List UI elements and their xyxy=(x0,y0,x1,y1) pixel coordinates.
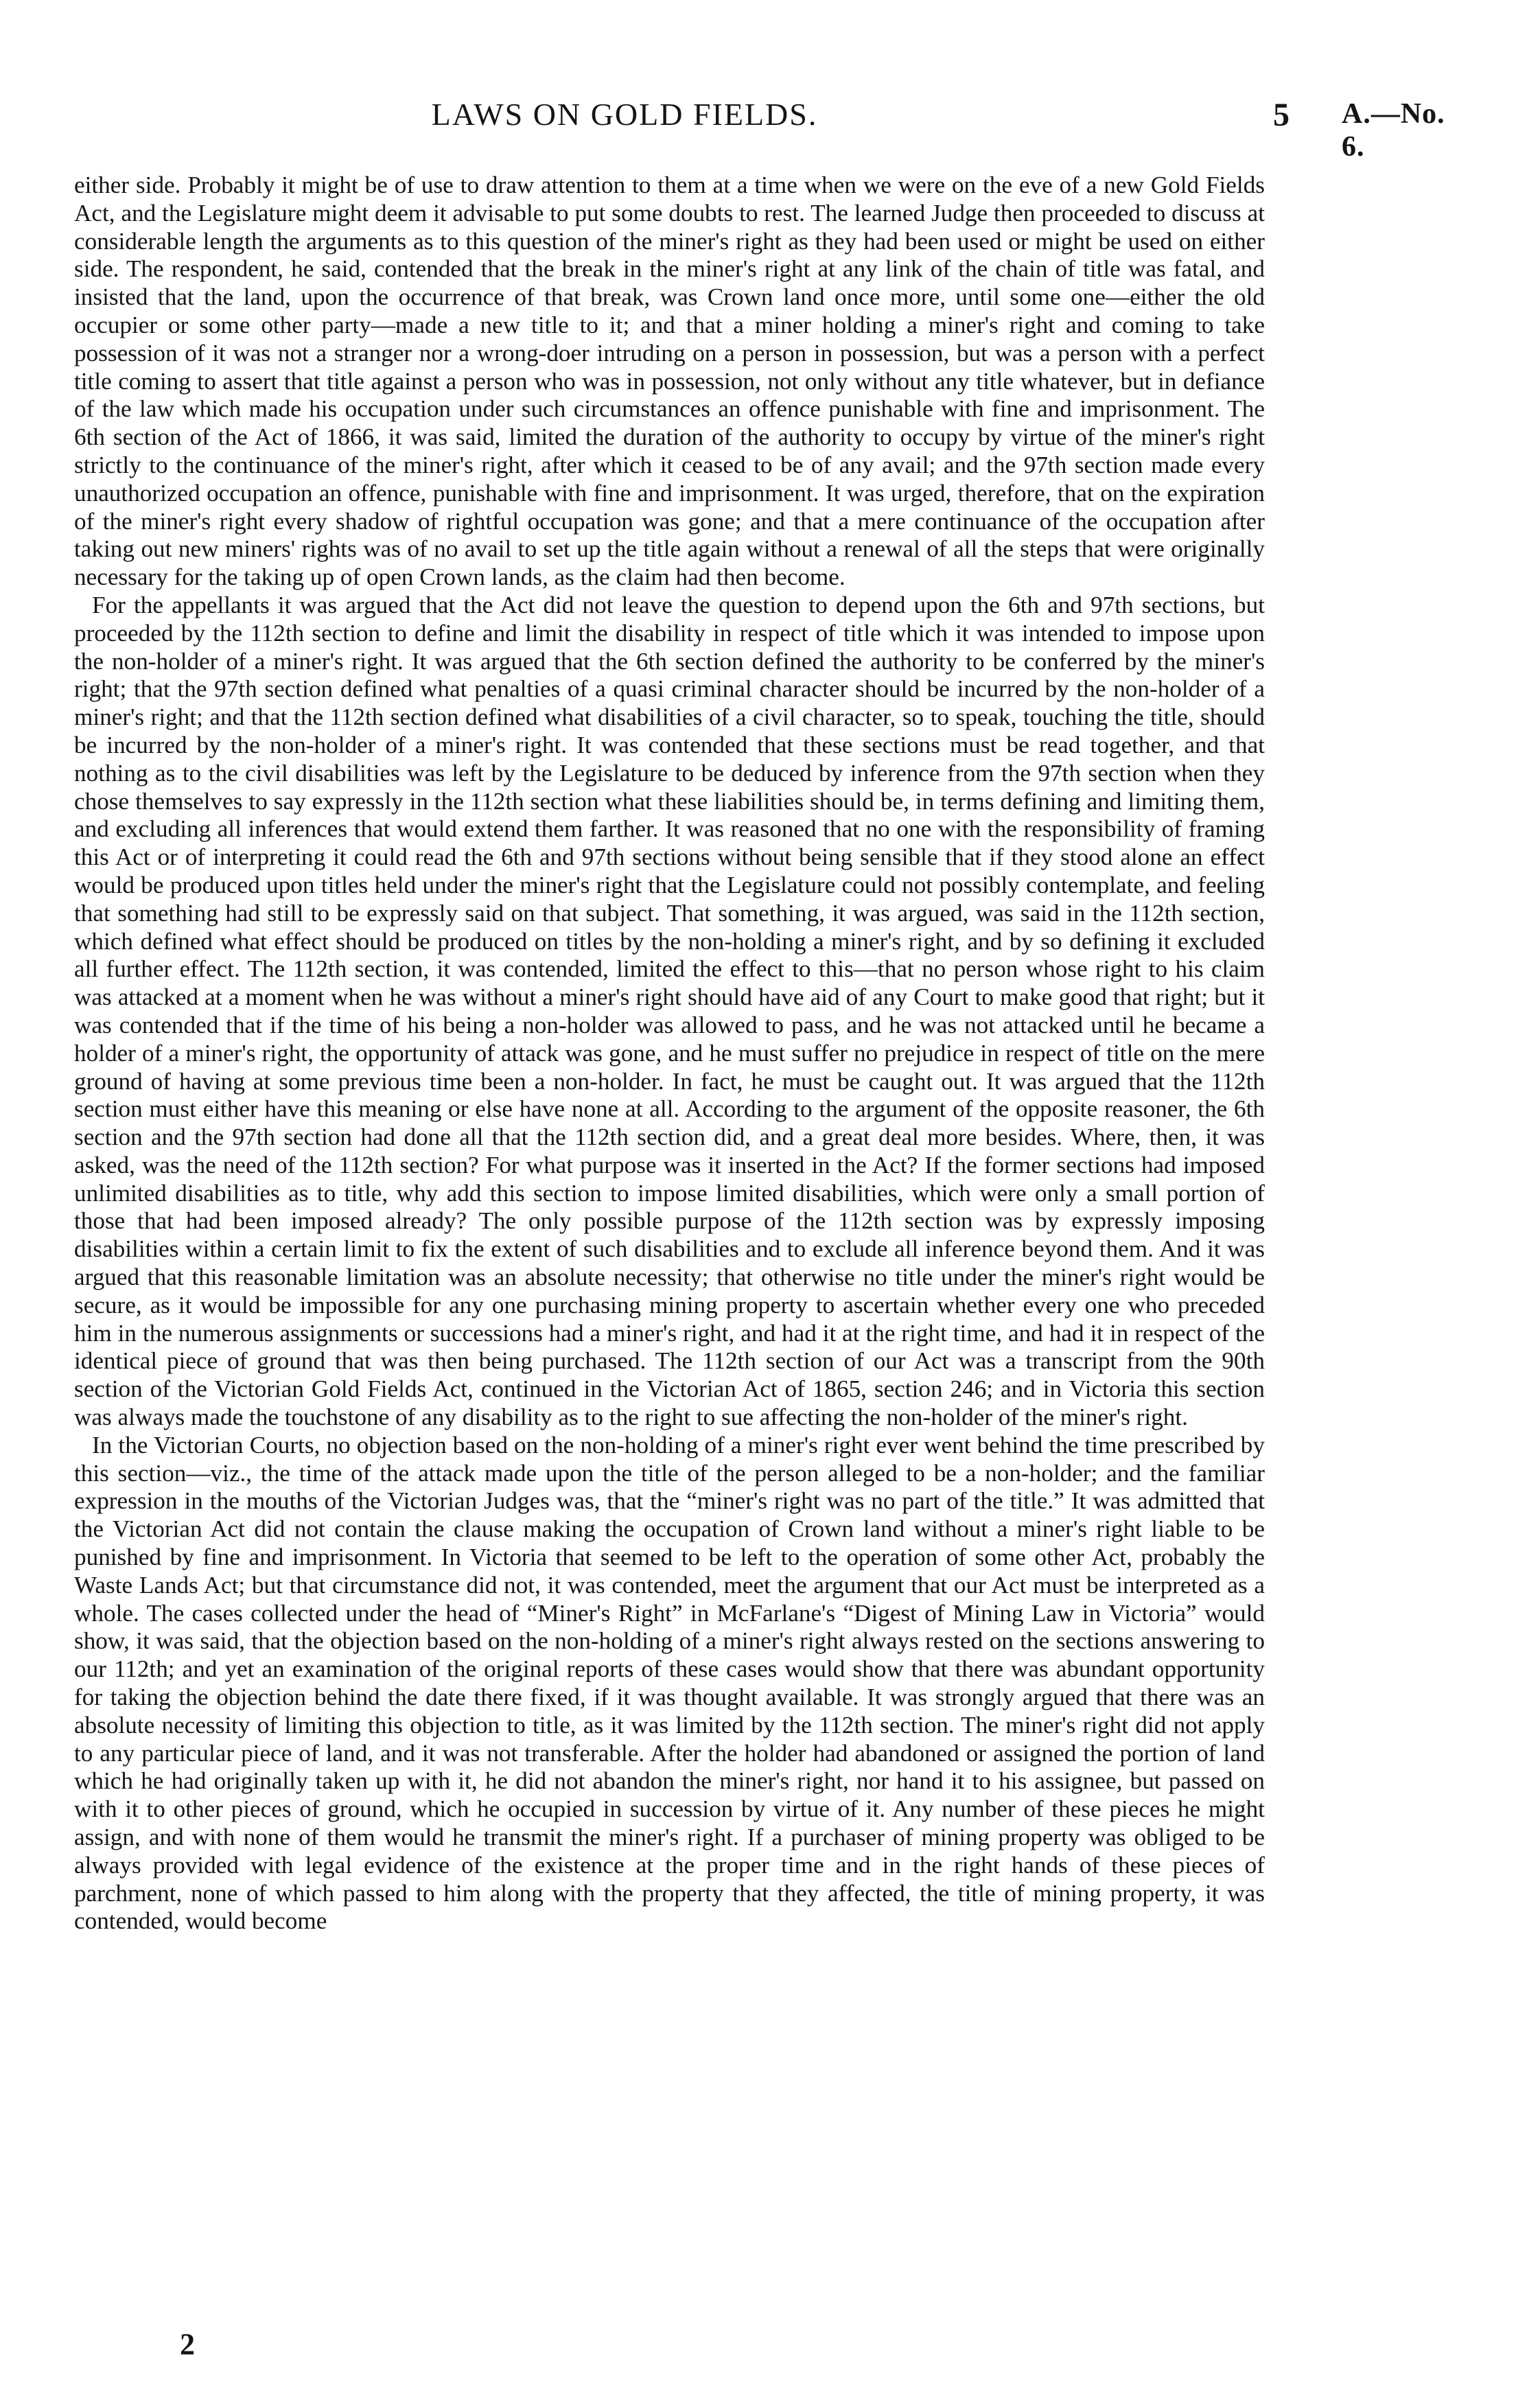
running-header xyxy=(75,96,1462,163)
signature-mark: 2 xyxy=(180,2327,195,2361)
page-number: 5 xyxy=(1273,97,1290,133)
body-text xyxy=(74,172,1265,1936)
paragraph: For the appellants it was argued that the Act did not leave the question to depend upon the 6th and 97th sections, but proceeded by the 112th section to define and limit the disability in respect of title which it was intended to impose upon the non-holder of a miner's right. It was argued that the 6th section defined the authority to be conferred by the miner's right; that the 97th section defined what penalties of a quasi criminal character should be incurred by the non-holder of a miner's right; and that the 112th section defined what disabilities of a civil character, so to speak, touching the title, should be incurred by the non-holder of a miner's right. It was contended that these sections must be read together, and that nothing as to the civil disabilities was left by the Legislature to be deduced by inference from the 97th section when they chose themselves to say expressly in the 112th section what these liabilities should be, in terms defining and limiting them, and excluding all inferences that would extend them farther. It was reasoned that no one with the responsibility of framing this Act or of interpreting it could read the 6th and 97th sections without being sensible that if they stood alone an effect would be produced upon titles held under the miner's right that the Legislature could not possibly contemplate, and feeling that something had still to be expressly said on that subject. That something, it was argued, was said in the 112th section, which defined what effect should be produced on titles by the non-holding a miner's right, and by so defining it excluded all further effect. The 112th section, it was contended, limited the effect to this—that no person whose right to his claim was attacked at a moment when he was without a miner's right should have aid of any Court to make good that right; but it was contended that if the time of his being a non-holder was allowed to pass, and he was not attacked until he became a holder of a miner's right, the opportunity of attack was gone, and he must suffer no prejudice in respect of title on the mere ground of having at some previous time been a non-holder. In fact, he must be caught out. It was argued that the 112th section must either have this meaning or else have none at all. According to the argument of the opposite reasoner, the 6th section and the 97th section had done all that the 112th section did, and a great deal more besides. Where, then, it was asked, was the need of the 112th section? For what purpose was it inserted in the Act? If the former sections had imposed unlimited disabilities as to title, why add this section to impose limited disabilities, which were only a small portion of those that had been imposed already? The only possible purpose of the 112th section was by expressly imposing disabilities within a certain limit to fix the extent of such disabilities and to exclude all inference beyond them. And it was argued that this reasonable limitation was an absolute necessity; that otherwise no title under the miner's right would be secure, as it would be impossible for any one purchasing mining property to ascertain whether every one who preceded him in the numerous assignments or successions had a miner's right, and had it at the right time, and had it in respect of the identical piece of ground that was then being purchased. The 112th section of our Act was a transcript from the 90th section of the Victorian Gold Fields Act, continued in the Victorian Act of 1865, section 246; and in Victoria this section was always made the touchstone of any disability as to the right to sue affecting the non-holder of the miner's right. xyxy=(74,591,1265,1431)
paragraph: either side. Probably it might be of use to draw attention to them at a time when we were on the eve of a new Gold Fields Act, and the Legislature might deem it advisable to put some doubts to rest. The learned Judge then proceeded to discuss at considerable length the arguments as to this question of the miner's right as they had been used or might be used on either side. The respondent, he said, contended that the break in the miner's right at any link of the chain of title was fatal, and insisted that the land, upon the occurrence of that break, was Crown land once more, until some one—either the old occupier or some other party—made a new title to it; and that a miner holding a miner's right and coming to take possession of it was not a stranger nor a wrong-doer intruding on a person in possession, but was a person with a perfect title coming to assert that title against a person who was in possession, not only without any title whatever, but in defiance of the law which made his occupation under such circumstances an offence punishable with fine and imprisonment. The 6th section of the Act of 1866, it was said, limited the duration of the authority to occupy by virtue of the miner's right strictly to the continuance of the miner's right, after which it ceased to be of any avail; and the 97th section made every unauthorized occupation an offence, punishable with fine and imprisonment. It was urged, therefore, that on the expiration of the miner's right every shadow of rightful occupation was gone; and that a mere continuance of the occupation after taking out new miners' rights was of no avail to set up the title again without a renewal of all the steps that were originally necessary for the taking up of open Crown lands, as the claim had then become. xyxy=(74,172,1265,591)
paper-reference: A.—No. 6. xyxy=(1342,98,1445,163)
page-title: LAWS ON GOLD FIELDS. xyxy=(431,97,818,132)
paragraph: In the Victorian Courts, no objection based on the non-holding of a miner's right ever went behind the time prescribed by this section—viz., the time of the attack made upon the title of the person alleged to be a non-holder; and the familiar expression in the mouths of the Victorian Judges was, that the “miner's right was no part of the title.” It was admitted that the Victorian Act did not contain the clause making the occupation of Crown land without a miner's right liable to be punished by fine and imprisonment. In Victoria that seemed to be left to the operation of some other Act, probably the Waste Lands Act; but that circumstance did not, it was contended, meet the argument that our Act must be interpreted as a whole. The cases collected under the head of “Miner's Right” in McFarlane's “Digest of Mining Law in Victoria” would show, it was said, that the objection based on the non-holding of a miner's right always rested on the sections answering to our 112th; and yet an examination of the original reports of these cases would show that there was abundant opportunity for taking the objection behind the date there fixed, if it was thought available. It was strongly argued that there was an absolute necessity of limiting this objection to title, as it was limited by the 112th section. The miner's right did not apply to any particular piece of land, and it was not transferable. After the holder had abandoned or assigned the portion of land which he had originally taken up with it, he did not abandon the miner's right, nor hand it to his assignee, but passed on with it to other pieces of ground, which he occupied in succession by virtue of it. Any number of these pieces he might assign, and with none of them would he transmit the miner's right. If a purchaser of mining property was obliged to be always provided with legal evidence of the existence at the proper time and in the right hands of these pieces of parchment, none of which passed to him along with the property that they affected, the title of mining property, it was contended, would become xyxy=(74,1431,1265,1935)
